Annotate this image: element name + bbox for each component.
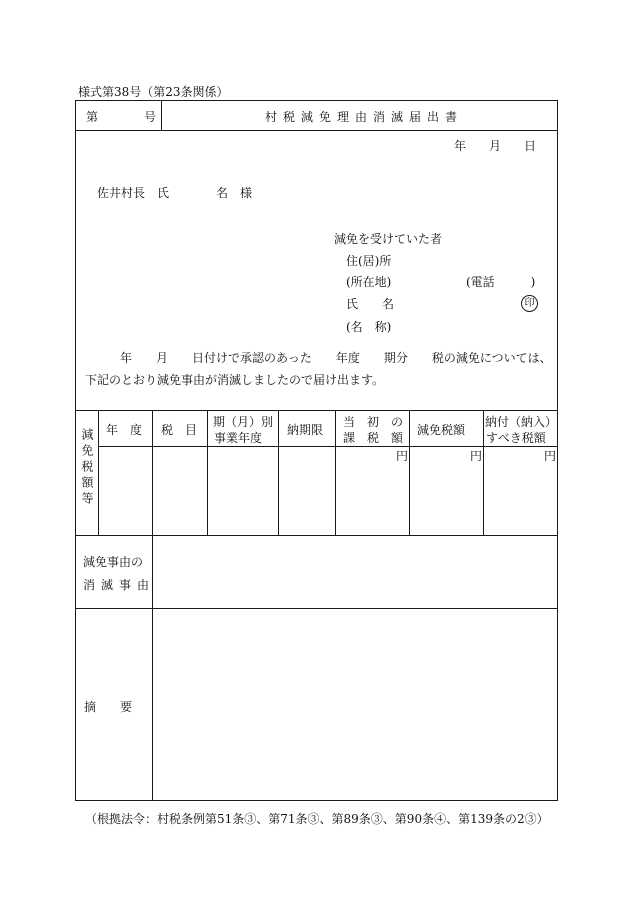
phone-label: (電話 ): [466, 275, 536, 289]
header-year: 年 度: [106, 423, 143, 437]
reason-label-line2: 消滅事由: [83, 578, 156, 592]
statement-line-1: 年 月 日付けで承認のあった 年度 期分 税の減免については、: [120, 351, 552, 365]
header-initial-line1: 当 初 の: [343, 415, 404, 429]
location-label: (所在地): [346, 275, 392, 289]
table-side-label: 減免税額等: [80, 428, 94, 508]
outer-left-border: [75, 100, 76, 801]
name-label: 氏 名: [346, 297, 395, 311]
number-label-dai: 第: [86, 110, 99, 124]
number-label-go: 号: [144, 110, 157, 124]
seal-mark: 印: [521, 295, 538, 312]
table-bottom-border: [75, 535, 558, 536]
corp-name-label: (名 称): [346, 320, 392, 334]
header-period-line2: 事業年度: [214, 431, 263, 445]
header-due-date: 納期限: [287, 423, 324, 437]
date-day: 日: [524, 139, 537, 153]
legal-basis: （根拠法令：村税条例第51条③、第71条③、第89条③、第90条④、第139条の2③）: [85, 812, 549, 826]
date-month: 月: [489, 139, 502, 153]
header-period-line1: 期（月）別: [213, 415, 274, 429]
statement-line-2: 下記のとおり減免事由が消滅しましたので届け出ます。: [85, 373, 385, 387]
form-number: 様式第38号（第23条関係）: [78, 85, 229, 99]
outer-bottom-border: [75, 800, 558, 801]
reason-label-line1: 減免事由の: [83, 555, 144, 569]
col-sep-4: [278, 410, 279, 536]
table-top-border: [75, 410, 558, 411]
col-sep-2: [152, 410, 153, 536]
header-initial-line2: 課 税 額: [343, 431, 404, 445]
addressee: 佐井村長 氏: [97, 186, 170, 200]
col-sep-6: [409, 410, 410, 536]
col-sep-3: [207, 410, 208, 536]
col-sep-7: [483, 410, 484, 536]
reason-row-divider: [75, 608, 558, 609]
header-payable-line1: 納付（納入）: [485, 415, 558, 429]
page-title: 村税減免理由消滅届出書: [265, 110, 464, 124]
header-tax-item: 税 目: [161, 423, 198, 437]
yen-payable: 円: [544, 449, 557, 463]
outer-right-border: [557, 100, 558, 801]
header-reduction: 減免税額: [417, 423, 466, 437]
date-year: 年: [454, 139, 467, 153]
address-label: 住(居)所: [346, 254, 392, 268]
col-sep-5: [335, 410, 336, 536]
yen-initial: 円: [396, 449, 409, 463]
table-header-divider: [98, 446, 558, 447]
outer-top-border: [75, 100, 558, 101]
title-row-divider: [75, 130, 558, 131]
header-payable-line2: すべき税額: [486, 431, 546, 445]
applicant-heading: 減免を受けていた者: [334, 232, 443, 246]
addressee-name: 名 様: [216, 186, 253, 200]
col-sep-1: [98, 410, 99, 536]
lower-label-separator: [152, 535, 153, 801]
yen-reduction: 円: [470, 449, 483, 463]
remarks-label: 摘 要: [84, 700, 133, 714]
title-row-separator: [161, 100, 162, 131]
